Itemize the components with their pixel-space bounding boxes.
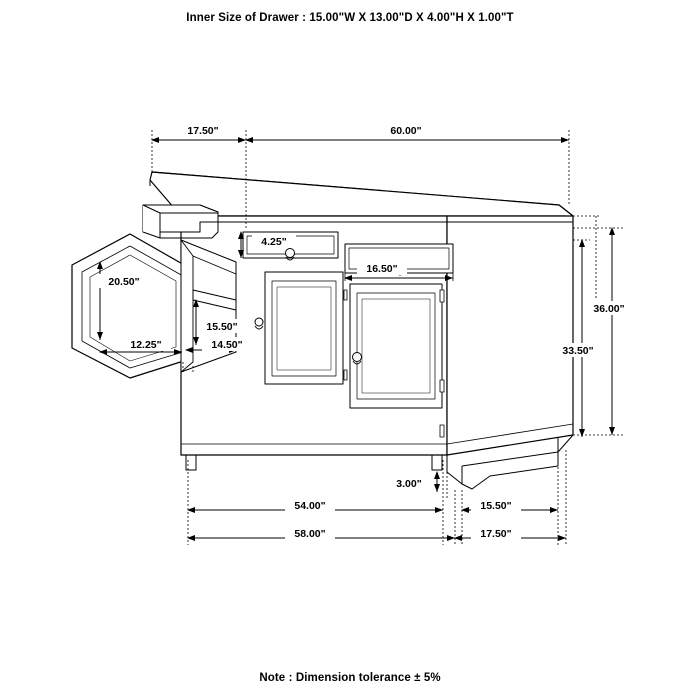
dim-top-right-width: 60.00" — [390, 125, 422, 137]
dim-side-base-depth: 15.50" — [480, 500, 512, 512]
dim-inner-door-width: 12.25" — [130, 339, 162, 351]
dim-leg-height: 3.00" — [396, 478, 422, 490]
dim-front-base-width: 54.00" — [294, 500, 326, 512]
dim-top-left-width: 17.50" — [187, 125, 219, 137]
tolerance-note: Note : Dimension tolerance ± 5% — [259, 672, 441, 684]
page-title: Inner Size of Drawer : 15.00"W X 13.00"D X 4.00"H X 1.00"T — [186, 12, 514, 24]
dim-side-overall-depth: 17.50" — [480, 528, 512, 540]
dim-shelf-width: 14.50" — [211, 339, 243, 351]
dim-cabinet-body-height: 33.50" — [562, 345, 594, 357]
dim-shelf-depth: 15.50" — [206, 321, 238, 333]
dim-drawer-front-width: 16.50" — [366, 263, 398, 275]
dim-front-overall-width: 58.00" — [294, 528, 326, 540]
dim-total-height: 36.00" — [593, 303, 625, 315]
dim-inner-door-height: 20.50" — [108, 276, 140, 288]
dim-small-drawer-height: 4.25" — [261, 236, 287, 248]
cabinet-body — [72, 172, 573, 489]
